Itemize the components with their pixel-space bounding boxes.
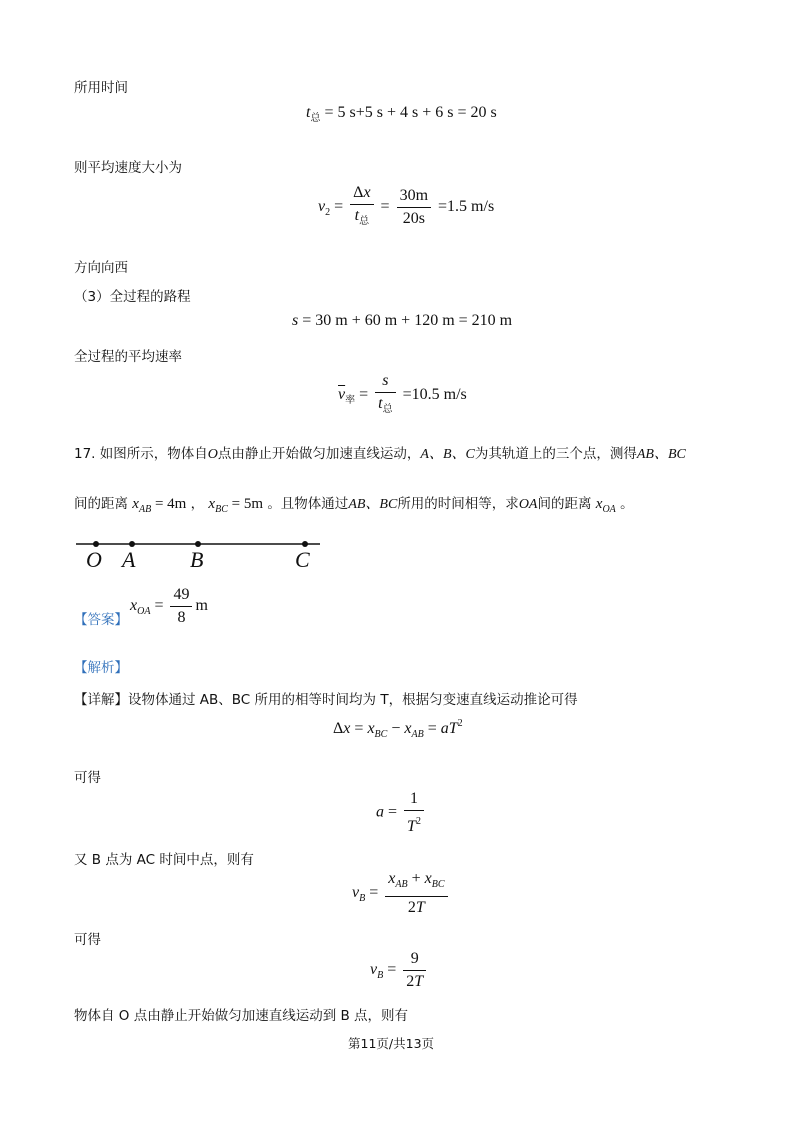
label-c: C [295, 547, 310, 572]
equation-a: a = $\frac{1}{T^2}$ [376, 790, 427, 836]
page-footer: 第11页/共13页 [348, 1036, 435, 1051]
problem-17-line1: 17. 如图所示，物体自O点由静止开始做匀加速直线运动，A、B、C为其轨道上的三个点，测得AB、BC [74, 446, 686, 462]
equation-total-time: $t_总 = 5$ s+5 s + 4 s + 6 s = 20 s [306, 104, 497, 124]
last-line: 物体自 O 点由静止开始做匀加速直线运动到 B 点，则有 [74, 1008, 409, 1024]
detail-line: 【详解】设物体通过 AB、BC 所用的相等时间均为 T，根据匀变速直线运动推论可得 [74, 692, 578, 708]
time-label: 所用时间 [74, 80, 128, 96]
equation-delta-x: $\Delta x = x_{BC} - x_{AB} = aT^2$ [333, 718, 463, 740]
label-o: O [86, 547, 102, 572]
answer-equation: $x_{OA}$ = $\frac{49}{8}$ m [130, 586, 208, 626]
b-midpoint-line: 又 B 点为 AC 时间中点，则有 [74, 852, 254, 868]
direction-text: 方向向西 [74, 260, 128, 276]
analysis-tag: 【解析】 [74, 660, 128, 676]
problem-17-line2: 间的距离 $x_{AB} = 4m$ ， $x_{BC} = 5m$ 。且物体通过AB、BC所用的时间相等，求OA间的距离 $x_{OA}$ 。 [74, 496, 634, 515]
equation-avg-speed: $\overline{v}_率$ = $\frac{s}{t_总}$ =10.5 m/s [338, 372, 467, 415]
avg-speed-label: 全过程的平均速率 [74, 349, 182, 365]
answer-tag: 【答案】 [74, 612, 128, 628]
equation-v2: $v_2$ = $\frac{\Delta x}{t_总}$ = $\frac{30m}{20s}$ =1.5 m/s [318, 184, 495, 227]
can-get-2: 可得 [74, 932, 101, 948]
label-b: B [190, 547, 204, 572]
equation-vb: $v_B$ = $\frac{x_{AB} + x_{BC}}{2T}$ [352, 870, 451, 917]
equation-distance: s = 30 m + 60 m + 120 m = 210 m [292, 312, 513, 329]
label-a: A [122, 547, 136, 572]
can-get-1: 可得 [74, 770, 101, 786]
avg-velocity-label: 则平均速度大小为 [74, 160, 182, 176]
part3-heading: （3）全过程的路程 [74, 289, 191, 305]
track-diagram [70, 535, 330, 575]
equation-vb-result: $v_B$ = $\frac{9}{2T}$ [370, 950, 429, 991]
